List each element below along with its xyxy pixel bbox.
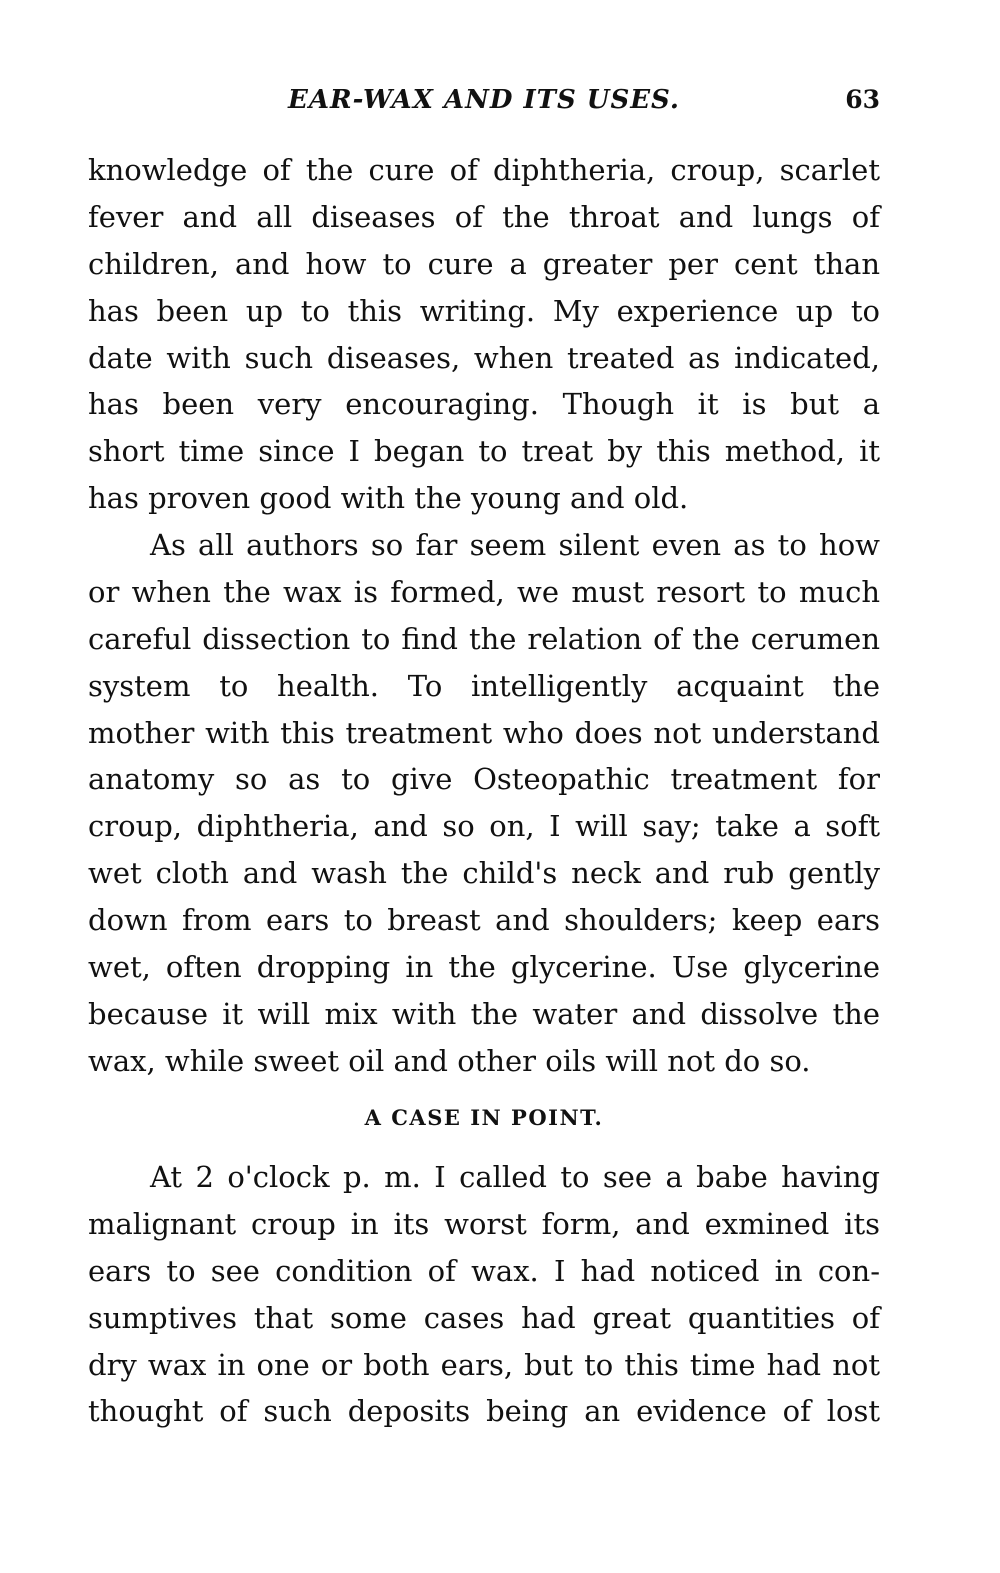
text-line: careful dissection to find the relation of the cerumen: [88, 621, 880, 656]
text-line: date with such diseases, when treated as indicated,: [88, 340, 880, 375]
text-line: wax, while sweet oil and other oils will not do so.: [88, 1043, 811, 1078]
text-line: wet, often dropping in the glycerine. Use glycerine: [88, 950, 880, 985]
running-head: [88, 80, 880, 120]
text-line: short time since I began to treat by this method, it: [88, 434, 880, 469]
paragraph-continued: [88, 147, 880, 522]
text-line: thought of such deposits being an evidence of lost: [88, 1394, 880, 1429]
text-line: knowledge of the cure of diphtheria, croup, scarlet: [88, 153, 880, 187]
text-line: wet cloth and wash the child's neck and rub gently: [88, 856, 880, 891]
text-line: mother with this treatment who does not understand: [88, 715, 880, 750]
text-line: because it will mix with the water and dissolve the: [88, 996, 880, 1031]
text-line: has been very encouraging. Though it is but a: [88, 387, 880, 422]
paragraph-case-in-point: [88, 1154, 880, 1435]
text-line: As all authors so far seem silent even as to how: [150, 528, 880, 562]
text-line: has proven good with the young and old.: [88, 481, 689, 516]
paragraph-wax-formation: [88, 522, 880, 1085]
text-line: or when the wax is formed, we must resort to much: [88, 574, 880, 609]
text-line: has been up to this writing. My experience up to: [88, 293, 880, 328]
text-line: malignant croup in its worst form, and exmined its: [88, 1206, 880, 1241]
page-number: 63: [845, 85, 880, 114]
text-line: anatomy so as to give Osteopathic treatment for: [88, 762, 880, 797]
text-line: children, and how to cure a greater per cent than: [88, 246, 880, 281]
section-heading: A CASE IN POINT.: [364, 1105, 604, 1130]
text-line: croup, diphtheria, and so on, I will say; take a soft: [88, 809, 880, 844]
text-line: down from ears to breast and shoulders; keep ears: [88, 903, 880, 938]
text-line: system to health. To intelligently acquaint the: [88, 668, 880, 703]
text-line: sumptives that some cases had great quantities of: [88, 1300, 880, 1335]
running-title: EAR-WAX AND ITS USES.: [288, 85, 680, 115]
text-line: At 2 o'clock p. m. I called to see a babe having: [150, 1160, 880, 1194]
text-line: ears to see condition of wax. I had noticed in con-: [88, 1253, 880, 1288]
text-line: fever and all diseases of the throat and lungs of: [88, 199, 880, 234]
text-line: dry wax in one or both ears, but to this time had not: [88, 1347, 880, 1382]
